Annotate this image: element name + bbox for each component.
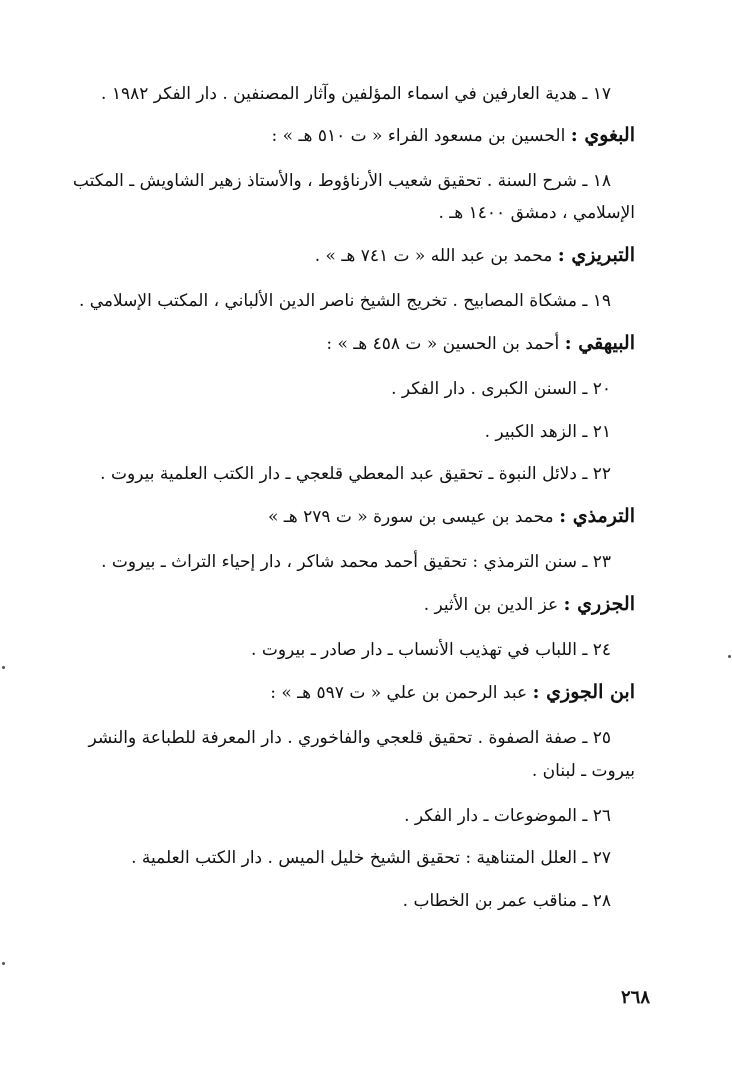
bib-entry-24 — [91, 638, 611, 662]
bib-entry-22 — [91, 462, 611, 486]
author-heading-baghawi — [95, 123, 635, 148]
entry-text: ٢٤ ـ اللباب في تهذيب الأنساب ـ دار صادر ـ بيروت . — [251, 640, 611, 660]
bib-entry-25 — [88, 726, 611, 750]
author-heading-tirmidhi — [95, 504, 635, 529]
author-name: ابن الجوزي : — [532, 681, 635, 703]
bib-entry-17 — [91, 82, 611, 106]
entry-text: ٢٧ ـ العلل المتناهية : تحقيق الشيخ خليل الميس . دار الكتب العلمية . — [131, 848, 611, 868]
bib-entry-18-continuation — [95, 201, 635, 225]
bib-entry-21 — [91, 420, 611, 444]
entry-text: ٢٢ ـ دلائل النبوة ـ تحقيق عبد المعطي قلعجي ـ دار الكتب العلمية بيروت . — [100, 464, 611, 484]
author-details: الحسين بن مسعود الفراء « ت ٥١٠ هـ » : — [271, 126, 571, 146]
entry-text: ٢٣ ـ سنن الترمذي : تحقيق أحمد محمد شاكر ، دار إحياء التراث ـ بيروت . — [101, 552, 611, 572]
entry-text: بيروت ـ لبنان . — [531, 761, 635, 781]
bib-entry-23 — [91, 550, 611, 574]
author-name: البيهقي : — [564, 332, 635, 354]
author-details: عبد الرحمن بن علي « ت ٥٩٧ هـ » : — [270, 683, 533, 703]
bib-entry-20 — [91, 377, 611, 401]
page-number: ٢٦٨ — [620, 987, 650, 1008]
author-name: الترمذي : — [559, 505, 635, 527]
entry-text: ٢٦ ـ الموضوعات ـ دار الفكر . — [404, 806, 611, 826]
entry-text: ٢٠ ـ السنن الكبرى . دار الفكر . — [391, 379, 611, 399]
scan-speck — [2, 666, 5, 669]
author-name: التبريزي : — [557, 244, 635, 266]
author-heading-tabrizi — [95, 243, 635, 268]
author-details: محمد بن عيسى بن سورة « ت ٢٧٩ هـ » — [267, 507, 560, 527]
bib-entry-18 — [72, 169, 611, 193]
author-details: أحمد بن الحسين « ت ٤٥٨ هـ » : — [326, 334, 565, 354]
entry-text: ٢١ ـ الزهد الكبير . — [484, 422, 611, 442]
bib-entry-26 — [91, 804, 611, 828]
entry-text: ٢٥ ـ صفة الصفوة . تحقيق قلعجي والفاخوري . دار المعرفة للطباعة والنشر — [88, 728, 611, 748]
entry-text: ٢٨ ـ مناقب عمر بن الخطاب . — [402, 891, 611, 911]
bib-entry-19 — [78, 289, 611, 313]
author-heading-bayhaqi — [95, 331, 635, 356]
bib-entry-28 — [91, 889, 611, 913]
bib-entry-27 — [91, 846, 611, 870]
author-heading-ibn-al-jawzi — [95, 680, 635, 705]
author-heading-jazari — [95, 592, 635, 617]
author-details: محمد بن عبد الله « ت ٧٤١ هـ » . — [314, 246, 558, 266]
scan-speck — [2, 962, 5, 965]
entry-text: الإسلامي ، دمشق ١٤٠٠ هـ . — [438, 203, 635, 223]
author-details: عز الدين بن الأثير . — [423, 595, 564, 615]
entry-text: ١٨ ـ شرح السنة . تحقيق شعيب الأرناؤوط ، والأستاذ زهير الشاويش ـ المكتب — [72, 171, 611, 191]
author-name: البغوي : — [570, 124, 635, 146]
author-name: الجزري : — [563, 593, 635, 615]
entry-text: ١٧ ـ هدية العارفين في اسماء المؤلفين وآثار المصنفين . دار الفكر ١٩٨٢ . — [101, 84, 611, 104]
scan-speck — [728, 655, 731, 658]
entry-text: ١٩ ـ مشكاة المصابيح . تخريج الشيخ ناصر الدين الألباني ، المكتب الإسلامي . — [78, 291, 611, 311]
bib-entry-25-continuation — [95, 759, 635, 783]
